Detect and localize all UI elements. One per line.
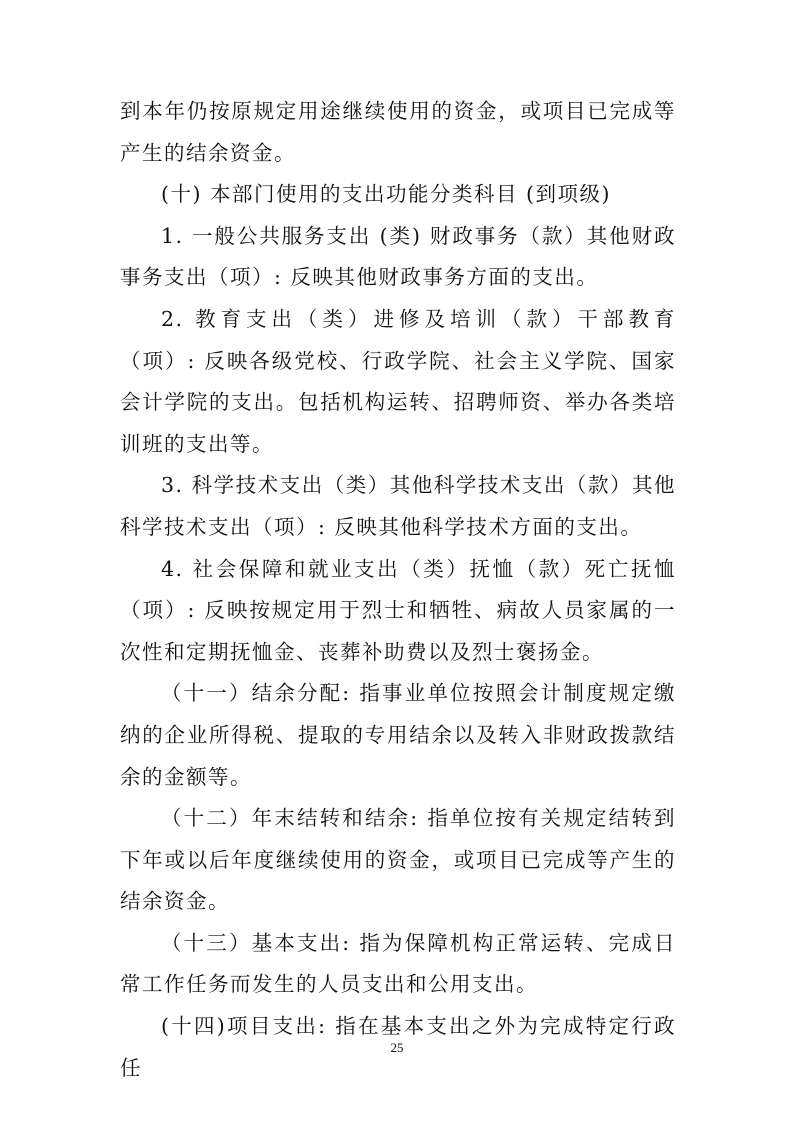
- section-11: （十一）结余分配: 指事业单位按照会计制度规定缴纳的企业所得税、提取的专用结余以及转入非财政拨款结余的金额等。: [120, 681, 676, 789]
- list-item-3: 3. 科学技术支出（类）其他科学技术支出（款）其他科学技术支出（项）: 反映其他科学技术方面的支出。: [120, 473, 676, 539]
- list-item-4: 4. 社会保障和就业支出（类）抚恤（款）死亡抚恤（项）: 反映按规定用于烈士和牺牲、病故人员家属的一次性和定期抚恤金、丧葬补助费以及烈士褒扬金。: [120, 556, 676, 664]
- page-number: 25: [390, 1040, 404, 1055]
- paragraph-continuation: 到本年仍按原规定用途继续使用的资金，或项目已完成等产生的结余资金。: [120, 99, 676, 165]
- section-13: （十三）基本支出: 指为保障机构正常运转、完成日常工作任务而发生的人员支出和公用支出。: [120, 930, 676, 997]
- section-heading-10: (十) 本部门使用的支出功能分类科目 (到项级): [161, 182, 612, 207]
- list-item-1: 1. 一般公共服务支出 (类) 财政事务（款）其他财政事务支出（项）: 反映其他财政事务方面的支出。: [120, 223, 676, 290]
- section-14: (十四)项目支出: 指在基本支出之外为完成特定行政任: [120, 1014, 676, 1080]
- section-12: （十二）年末结转和结余: 指单位按有关规定结转到下年或以后年度继续使用的资金，或项目已完成等产生的结余资金。: [120, 806, 676, 914]
- list-item-2: 2. 教育支出（类）进修及培训（款）干部教育（项）: 反映各级党校、行政学院、社会主义学院、国家会计学院的支出。包括机构运转、招聘师资、举办各类培训班的支出等。: [120, 306, 676, 456]
- body-text: [120, 91, 676, 1089]
